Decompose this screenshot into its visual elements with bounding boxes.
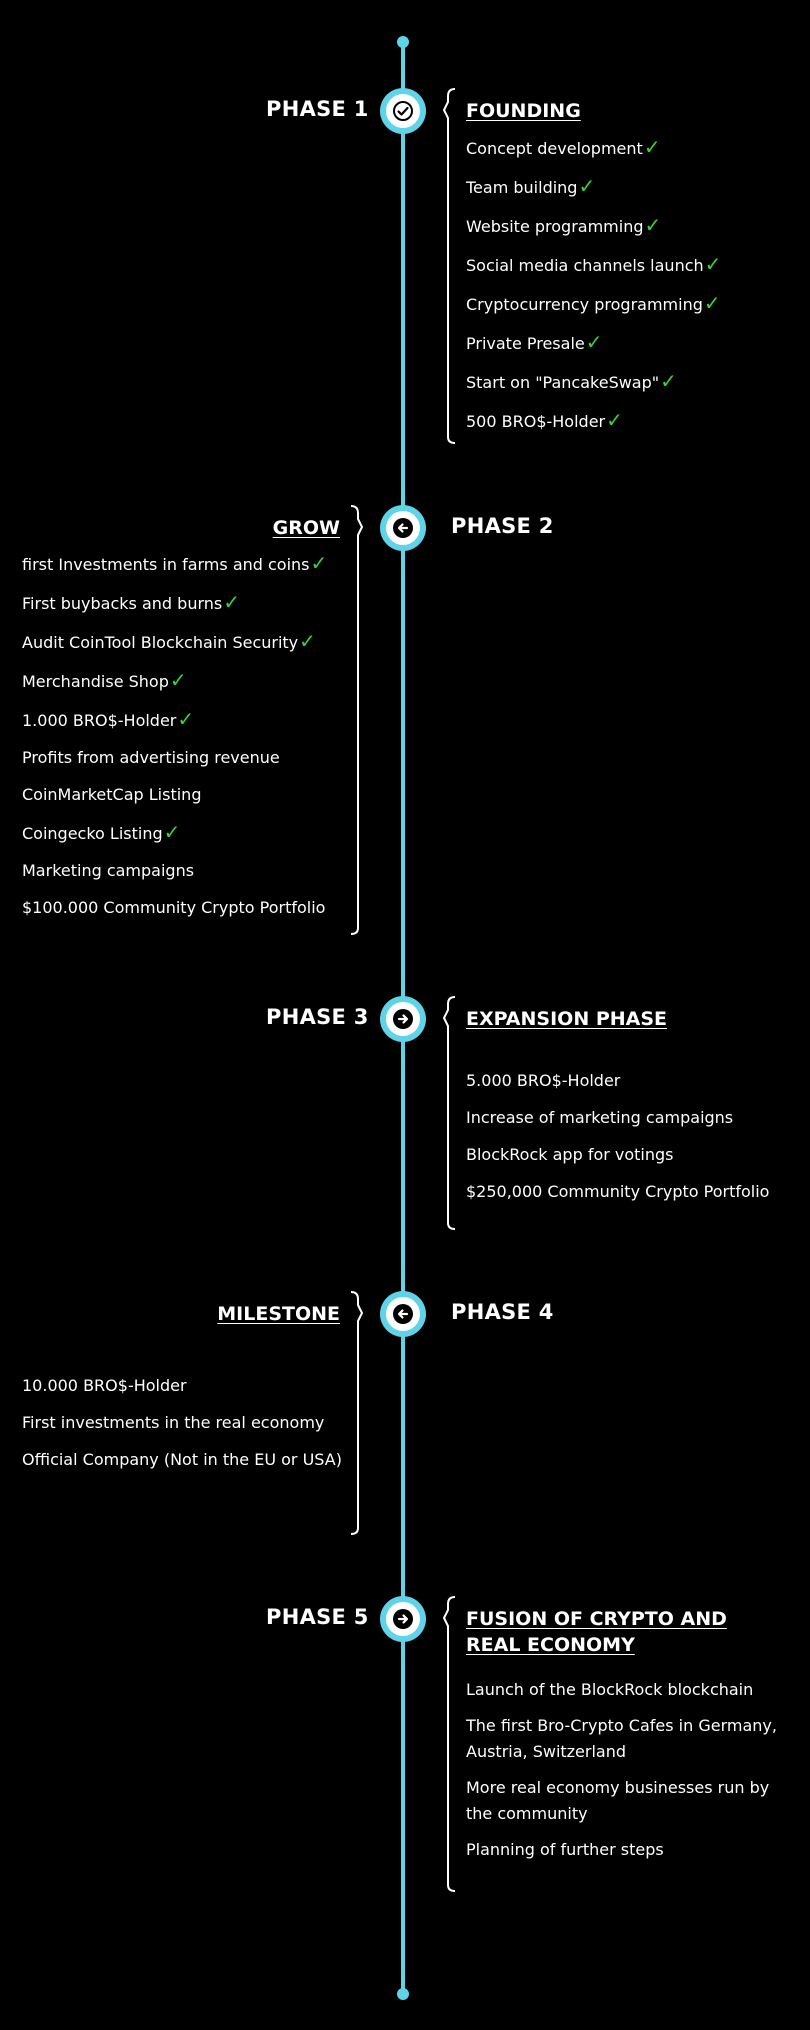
check-circle-icon (391, 99, 415, 123)
checkmark-icon: ✓ (704, 252, 722, 276)
roadmap-item (466, 251, 721, 279)
roadmap-item-text: The first Bro-Crypto Cafes in Germany, Austria, Switzerland (466, 1716, 777, 1761)
roadmap-item-text: Official Company (Not in the EU or USA) (22, 1450, 342, 1469)
roadmap-item-text: Launch of the BlockRock blockchain (466, 1680, 754, 1699)
roadmap-item (466, 212, 721, 240)
checkmark-icon: ✓ (299, 629, 316, 653)
roadmap-item (466, 1179, 769, 1205)
roadmap-item (22, 667, 327, 695)
roadmap-item (466, 1677, 786, 1703)
roadmap-item-text: More real economy businesses run by the community (466, 1778, 770, 1823)
phase-5-node (380, 1596, 426, 1642)
checkmark-icon: ✓ (644, 213, 662, 237)
checkmark-icon: ✓ (643, 135, 661, 159)
checkmark-icon: ✓ (177, 707, 195, 731)
arrow-left-circle-icon (391, 516, 415, 540)
roadmap-item-text: 10.000 BRO$-Holder (22, 1376, 187, 1395)
roadmap-item-text: BlockRock app for votings (466, 1145, 674, 1164)
checkmark-icon: ✓ (163, 820, 181, 844)
phase-2-label: PHASE 2 (451, 514, 554, 538)
phase-4-title: MILESTONE (217, 1303, 340, 1325)
roadmap-item (22, 1373, 342, 1399)
phase-2-title: GROW (272, 517, 340, 539)
phase-5-brace (443, 1596, 457, 1892)
roadmap-item (466, 134, 721, 162)
phase-4-brace (349, 1291, 363, 1535)
roadmap-item (466, 290, 721, 318)
roadmap-item-text: $250,000 Community Crypto Portfolio (466, 1182, 770, 1201)
checkmark-icon: ✓ (310, 551, 328, 575)
roadmap-item-text: First investments in the real economy (22, 1413, 325, 1432)
arrow-right-circle-icon (391, 1007, 415, 1031)
roadmap-item-text: Marketing campaigns (22, 861, 195, 880)
roadmap-item-text: Team building (466, 178, 578, 197)
roadmap-item (466, 407, 721, 435)
phase-2-brace (349, 505, 363, 935)
arrow-left-circle-icon (391, 1302, 415, 1326)
roadmap-item (466, 1713, 786, 1765)
roadmap-item (466, 1775, 786, 1827)
phase-1-list (466, 134, 721, 446)
roadmap-item (22, 628, 327, 656)
phase-2-list (22, 550, 327, 932)
roadmap-item (22, 1410, 342, 1436)
roadmap-item-text: Private Presale (466, 334, 585, 353)
roadmap-item (466, 1142, 769, 1168)
roadmap-item (22, 858, 327, 884)
roadmap-item (22, 706, 327, 734)
arrow-right-circle-icon (391, 1607, 415, 1631)
roadmap-item (466, 1837, 786, 1863)
roadmap-item (466, 368, 721, 396)
roadmap-item-text: 500 BRO$-Holder (466, 412, 606, 431)
checkmark-icon: ✓ (660, 369, 677, 393)
phase-4-node (380, 1291, 426, 1337)
phase-2-node (380, 505, 426, 551)
roadmap-item-text: Profits from advertising revenue (22, 748, 280, 767)
roadmap-item (466, 329, 721, 357)
phase-1-label: PHASE 1 (266, 97, 369, 121)
roadmap-item-text: 1.000 BRO$-Holder (22, 711, 177, 730)
roadmap-item (22, 745, 327, 771)
roadmap-item (466, 173, 721, 201)
roadmap-item-text: Cryptocurrency programming (466, 295, 703, 314)
roadmap-item (22, 895, 327, 921)
checkmark-icon: ✓ (585, 330, 603, 354)
roadmap-item (466, 1068, 769, 1094)
checkmark-icon: ✓ (606, 408, 623, 432)
roadmap-item (22, 782, 327, 808)
roadmap-item-text: First buybacks and burns (22, 594, 223, 613)
roadmap-item-text: Start on "PancakeSwap" (466, 373, 660, 392)
phase-4-label: PHASE 4 (451, 1300, 554, 1324)
roadmap-item-text: $100.000 Community Crypto Portfolio (22, 898, 326, 917)
roadmap-item-text: first Investments in farms and coins (22, 555, 310, 574)
phase-4-list (22, 1373, 342, 1484)
phase-3-title: EXPANSION PHASE (466, 1008, 668, 1030)
roadmap-item-text: Audit CoinTool Blockchain Security (22, 633, 299, 652)
phase-3-label: PHASE 3 (266, 1005, 369, 1029)
roadmap-item (22, 589, 327, 617)
roadmap-item-text: Concept development (466, 139, 643, 158)
roadmap-item-text: Social media channels launch (466, 256, 704, 275)
checkmark-icon: ✓ (223, 590, 240, 614)
roadmap-item-text: Planning of further steps (466, 1840, 664, 1859)
phase-5-label: PHASE 5 (266, 1605, 369, 1629)
roadmap-item-text: Merchandise Shop (22, 672, 169, 691)
checkmark-icon: ✓ (703, 291, 721, 315)
checkmark-icon: ✓ (169, 668, 187, 692)
phase-1-node (380, 88, 426, 134)
roadmap-item-text: CoinMarketCap Listing (22, 785, 202, 804)
timeline-end-dot (397, 1988, 409, 2000)
roadmap-item (22, 550, 327, 578)
phase-5-title: FUSION OF CRYPTO AND REAL ECONOMY (466, 1608, 727, 1656)
roadmap-item (22, 1447, 342, 1473)
phase-3-list (466, 1068, 769, 1216)
roadmap-item-text: Coingecko Listing (22, 824, 163, 843)
timeline-start-dot (397, 36, 409, 48)
roadmap-item-text: 5.000 BRO$-Holder (466, 1071, 621, 1090)
checkmark-icon: ✓ (578, 174, 596, 198)
roadmap-item (22, 819, 327, 847)
phase-1-brace (443, 88, 457, 444)
phase-3-node (380, 996, 426, 1042)
roadmap-item-text: Increase of marketing campaigns (466, 1108, 734, 1127)
roadmap-item (466, 1105, 769, 1131)
phase-3-brace (443, 996, 457, 1230)
roadmap-item-text: Website programming (466, 217, 644, 236)
phase-5-list (466, 1677, 786, 1873)
phase-1-title: FOUNDING (466, 100, 581, 122)
